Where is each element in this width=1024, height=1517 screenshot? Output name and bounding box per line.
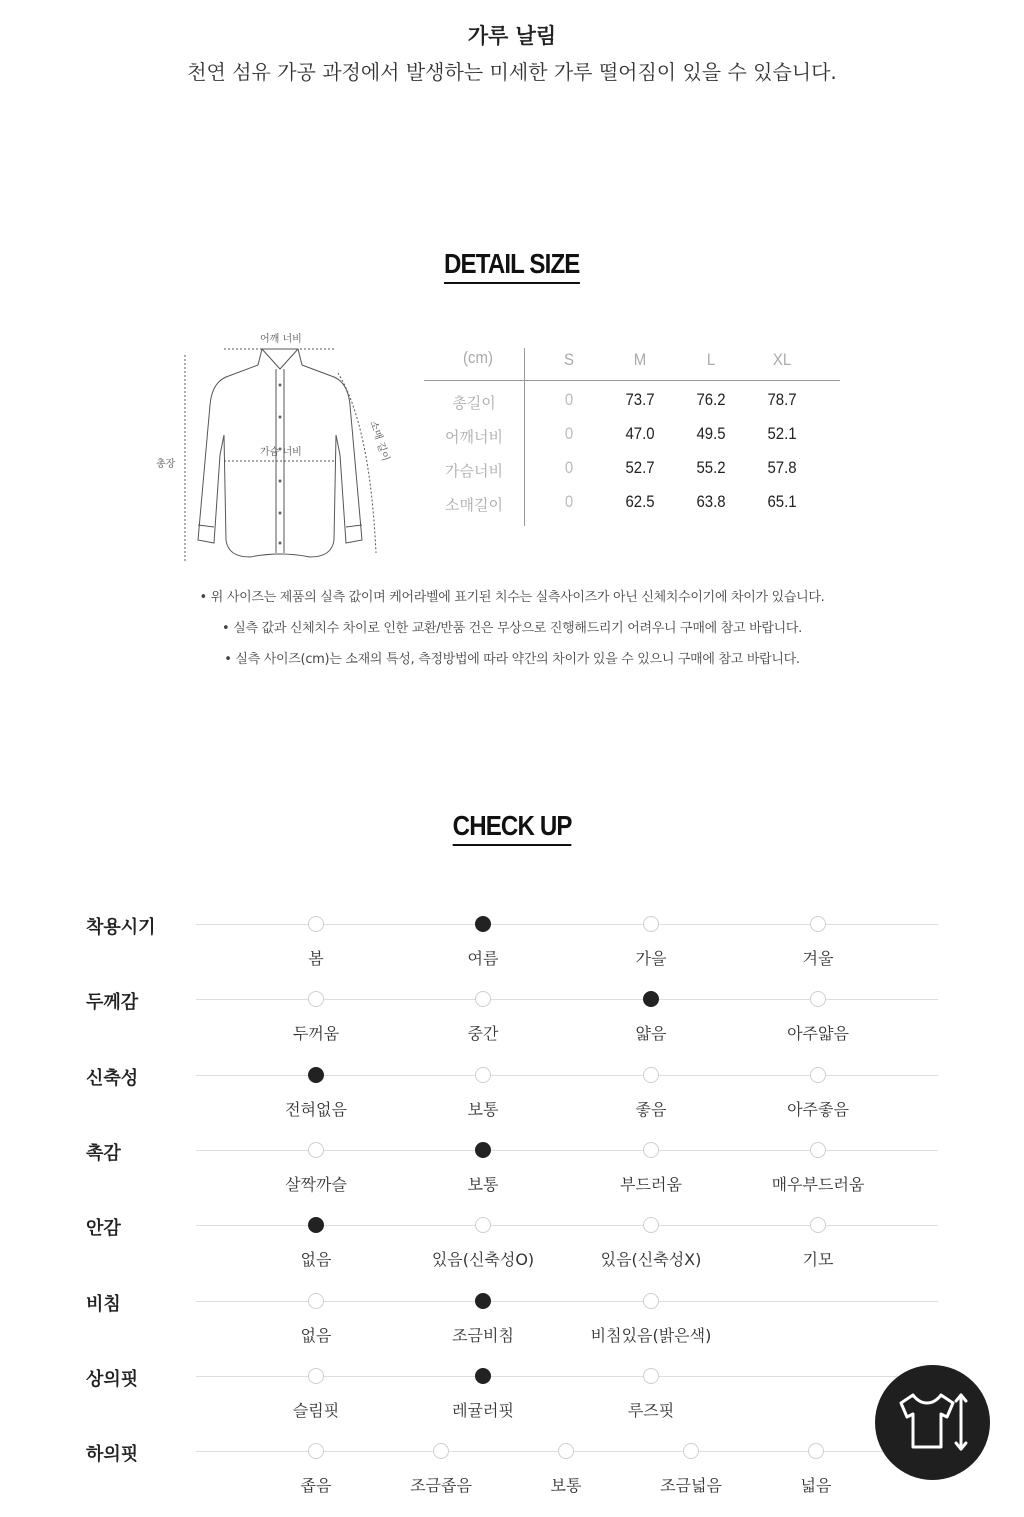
check-up-row	[0, 1143, 1024, 1210]
dot-icon	[808, 1443, 824, 1459]
dot-icon	[308, 991, 324, 1007]
check-up-row	[0, 1218, 1024, 1285]
size-table-row-label: 총길이	[452, 394, 496, 412]
size-table-col-header: L	[706, 350, 716, 369]
dot-icon	[433, 1443, 449, 1459]
check-up-option	[733, 991, 903, 1044]
diagram-label-chest: 가슴 너비	[260, 447, 302, 458]
check-up-label: 비침	[86, 1294, 121, 1315]
check-up-heading	[0, 810, 1024, 846]
selected-dot-icon	[475, 1293, 491, 1309]
size-note-1: • 위 사이즈는 제품의 실측 값이며 케어라벨에 표기된 치수는 실측사이즈가 아닌 신체치수이기에 차이가 있습니다.	[199, 590, 825, 605]
dot-icon	[810, 1217, 826, 1233]
check-up-row	[0, 1068, 1024, 1135]
check-up-option	[733, 1067, 903, 1120]
check-up-option-label: 슬림핏	[292, 1401, 340, 1420]
check-up-heading-text: CHECK UP	[453, 810, 572, 846]
size-table-cell: 0	[564, 492, 574, 511]
check-up-option	[733, 916, 903, 969]
check-up-option	[566, 1217, 736, 1270]
size-table-cell: 62.5	[625, 492, 655, 511]
dot-icon	[475, 991, 491, 1007]
dot-icon	[810, 1142, 826, 1158]
dot-icon	[810, 991, 826, 1007]
dot-icon	[308, 1142, 324, 1158]
diagram-label-shoulder: 어깨 너비	[260, 334, 302, 345]
check-up-option	[731, 1443, 901, 1496]
check-up-option-label: 아주좋음	[787, 1100, 849, 1119]
shirt-size-diagram	[150, 325, 405, 570]
check-up-option-label: 루즈핏	[627, 1401, 675, 1420]
size-table-cell: 49.5	[696, 424, 726, 443]
size-table-cell: 52.1	[767, 424, 797, 443]
check-up-option-label: 매우부드러움	[771, 1175, 865, 1194]
check-up-option-label: 겨울	[802, 949, 834, 968]
check-up-option	[398, 916, 568, 969]
size-table-cell: 0	[564, 458, 574, 477]
size-table-cell: 57.8	[767, 458, 797, 477]
selected-dot-icon	[475, 916, 491, 932]
check-up-option	[733, 1142, 903, 1195]
check-up-option	[398, 1067, 568, 1120]
check-up-label: 하의핏	[86, 1444, 139, 1465]
check-up-option-label: 없음	[300, 1250, 332, 1269]
check-up-label: 신축성	[86, 1068, 139, 1089]
check-up-option	[398, 1368, 568, 1421]
selected-dot-icon	[643, 991, 659, 1007]
dot-icon	[683, 1443, 699, 1459]
check-up-option-label: 조금넓음	[660, 1476, 722, 1495]
check-up-row	[0, 1369, 1024, 1436]
size-note-3: • 실측 사이즈(cm)는 소재의 특성, 측정방법에 따라 약간의 차이가 있을 수 있으니 구매에 참고 바랍니다.	[224, 652, 800, 667]
dot-icon	[643, 1142, 659, 1158]
check-up-option	[566, 991, 736, 1044]
check-up-option-label: 아주얇음	[787, 1024, 849, 1043]
dot-icon	[308, 1368, 324, 1384]
check-up-label: 안감	[86, 1218, 121, 1239]
check-up-option	[231, 916, 401, 969]
check-up-option-label: 없음	[300, 1326, 332, 1345]
detail-size-heading-text: DETAIL SIZE	[444, 248, 579, 284]
check-up-option-label: 조금비침	[452, 1326, 514, 1345]
diagram-label-length: 총장	[156, 459, 176, 470]
check-up-label: 촉감	[86, 1143, 121, 1164]
check-up-option	[733, 1217, 903, 1270]
notice-description: 천연 섬유 가공 과정에서 발생하는 미세한 가루 떨어짐이 있을 수 있습니다.	[187, 60, 837, 84]
detail-size-heading	[0, 248, 1024, 284]
selected-dot-icon	[308, 1067, 324, 1083]
size-table-cell: 73.7	[625, 390, 655, 409]
dot-icon	[643, 1293, 659, 1309]
check-up-option	[231, 1217, 401, 1270]
dot-icon	[810, 916, 826, 932]
size-table-cell: 65.1	[767, 492, 797, 511]
check-up-option-label: 중간	[467, 1024, 499, 1043]
size-table-row-label: 어깨너비	[445, 428, 503, 446]
check-up-option-label: 조금좁음	[410, 1476, 472, 1495]
dot-icon	[475, 1217, 491, 1233]
shirt-size-icon	[897, 1389, 969, 1455]
check-up-option	[231, 1293, 401, 1346]
check-up-option	[566, 1067, 736, 1120]
check-up-option-label: 좋음	[635, 1100, 667, 1119]
dot-icon	[308, 1443, 324, 1459]
check-up-option-label: 있음(신축성O)	[431, 1250, 535, 1269]
check-up-option-label: 보통	[467, 1100, 499, 1119]
check-up-option	[566, 1368, 736, 1421]
size-table-unit: (cm)	[463, 348, 493, 367]
check-up-option	[398, 1217, 568, 1270]
selected-dot-icon	[308, 1217, 324, 1233]
size-table-cell: 0	[564, 424, 574, 443]
size-table-cell: 47.0	[625, 424, 655, 443]
check-up-option	[398, 1142, 568, 1195]
check-up-label: 상의핏	[86, 1369, 139, 1390]
dot-icon	[643, 1368, 659, 1384]
check-up-option-label: 가을	[635, 949, 667, 968]
check-up-option-label: 두꺼움	[292, 1024, 340, 1043]
check-up-option-label: 레귤러핏	[452, 1401, 514, 1420]
check-up-option-label: 보통	[467, 1175, 499, 1194]
notice-title: 가루 날림	[467, 24, 557, 48]
size-table-divider-v	[524, 348, 525, 526]
size-table-col-header: S	[564, 350, 574, 369]
check-up-option	[231, 1142, 401, 1195]
check-up-option-label: 기모	[802, 1250, 834, 1269]
size-note-2: • 실측 값과 신체치수 차이로 인한 교환/반품 건은 무상으로 진행해드리기 어려우니 구매에 참고 바랍니다.	[222, 621, 802, 636]
check-up-option-label: 넓음	[800, 1476, 832, 1495]
check-up-option	[398, 1293, 568, 1346]
check-up-option	[231, 991, 401, 1044]
dot-icon	[643, 1217, 659, 1233]
check-up-option	[231, 1368, 401, 1421]
dot-icon	[308, 1293, 324, 1309]
check-up-row	[0, 917, 1024, 984]
check-up-option-label: 얇음	[635, 1024, 667, 1043]
check-up-option-label: 부드러움	[620, 1175, 682, 1194]
check-up-row	[0, 1444, 1024, 1511]
size-table-col-header: XL	[772, 350, 792, 369]
size-table-col-header: M	[633, 350, 647, 369]
check-up-option	[398, 991, 568, 1044]
check-up-option	[566, 1142, 736, 1195]
dot-icon	[810, 1067, 826, 1083]
diagram-label-sleeve: 소매 길이	[367, 419, 391, 463]
size-table-cell: 78.7	[767, 390, 797, 409]
selected-dot-icon	[475, 1368, 491, 1384]
size-table-row-label: 가슴너비	[445, 462, 503, 480]
check-up-option-label: 비침있음(밝은색)	[590, 1326, 712, 1345]
check-up-label: 착용시기	[86, 917, 156, 938]
check-up-option-label: 살짝까슬	[285, 1175, 347, 1194]
size-table-row-label: 소매길이	[445, 496, 503, 514]
dot-icon	[558, 1443, 574, 1459]
size-table-cell: 63.8	[696, 492, 726, 511]
selected-dot-icon	[475, 1142, 491, 1158]
check-up-option	[231, 1067, 401, 1120]
size-table-cell: 52.7	[625, 458, 655, 477]
size-table-cell: 0	[564, 390, 574, 409]
check-up-row	[0, 1294, 1024, 1361]
size-table-cell: 76.2	[696, 390, 726, 409]
check-up-label: 두께감	[86, 992, 139, 1013]
dot-icon	[308, 916, 324, 932]
check-up-option-label: 전혀없음	[285, 1100, 347, 1119]
check-up-option-label: 봄	[308, 949, 324, 968]
size-table-cell: 55.2	[696, 458, 726, 477]
check-up-option	[566, 1293, 736, 1346]
check-up-option-label: 좁음	[300, 1476, 332, 1495]
size-guide-button[interactable]	[875, 1365, 990, 1480]
size-table	[424, 340, 840, 530]
check-up-option-label: 여름	[467, 949, 499, 968]
check-up-option-label: 있음(신축성X)	[600, 1250, 702, 1269]
size-table-divider-h	[424, 380, 840, 381]
dot-icon	[643, 1067, 659, 1083]
check-up-option	[566, 916, 736, 969]
dot-icon	[475, 1067, 491, 1083]
dot-icon	[643, 916, 659, 932]
check-up-option-label: 보통	[550, 1476, 582, 1495]
check-up-row	[0, 992, 1024, 1059]
